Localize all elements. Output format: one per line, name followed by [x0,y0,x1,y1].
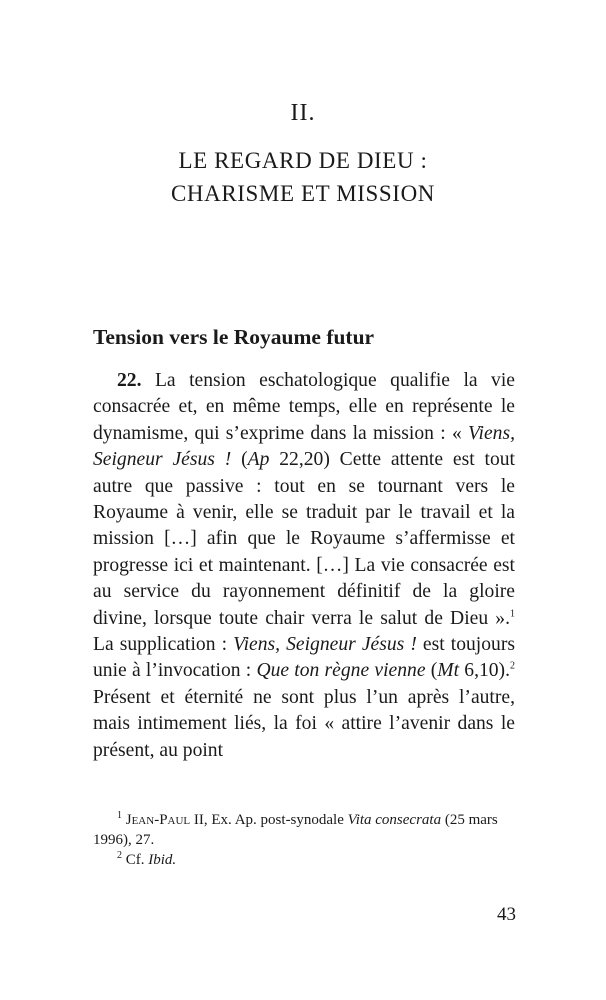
section-heading: Tension vers le Royaume futur [93,325,375,349]
paragraph-text: est toujours unie à l’invocation : [93,634,515,682]
book-reference: Mt [437,660,460,682]
paragraph-text: La supplication : [93,634,234,656]
page-number: 43 [497,904,516,925]
quote-italic: Viens, Seigneur Jésus ! [233,634,417,656]
paragraph-number: 22. [117,370,142,391]
paragraph-text: ( [425,660,438,682]
quote-italic: Viens, Seigneur Jésus ! [93,422,515,471]
footnote-title-italic: Vita consecrata [347,812,442,828]
footnote-2 [93,850,515,870]
paragraph-text: Présent et éternité ne sont plus l’un après l’autre, mais intimement liés, la foi « attire l’avenir dans le présent, au point [93,686,515,761]
footnote-mark: 2 [117,850,122,861]
footnote-author: Jean-Paul II [125,812,204,828]
footnote-text: , Ex. Ap. post-synodale [203,812,348,828]
paragraph-text: 22,20) Cette attente est tout autre que passive : tout en se tournant vers le Royaume à venir, elle se traduit par le travail et la mission […] afin que le Royaume s’affermisse et progresse ici et maintenant. […] La vie consacrée est au service du rayonnement définitif de la gloire divine, lorsque toute chair verra le salut de Dieu ». [93,449,515,629]
footnotes [93,810,515,870]
paragraph-text: ( [231,449,248,471]
chapter-title-line-1: LE REGARD DE DIEU : [178,148,428,173]
footnote-reference[interactable]: 1 [510,608,515,620]
footnote-text: (25 mars 1996), 27. [93,812,498,848]
footnote-title-italic: Ibid. [148,852,177,868]
footnote-reference[interactable]: 2 [509,660,515,672]
footnote-mark: 1 [117,810,122,821]
paragraph-text: 6,10). [459,660,510,682]
chapter-number: II. [290,100,316,126]
footnote-text: Cf. [122,852,149,868]
body-paragraph [93,368,515,764]
quote-italic: Que ton règne vienne [256,660,426,682]
chapter-title-line-2: CHARISME ET MISSION [170,181,435,206]
book-reference: Ap [247,449,270,471]
paragraph-text: La tension eschatologique qualifie la vie consacrée et, en même temps, elle en représente le dynamisme, qui s’exprime dans la mission : « [93,370,515,444]
footnote-1 [93,810,515,850]
chapter-title [0,144,606,210]
